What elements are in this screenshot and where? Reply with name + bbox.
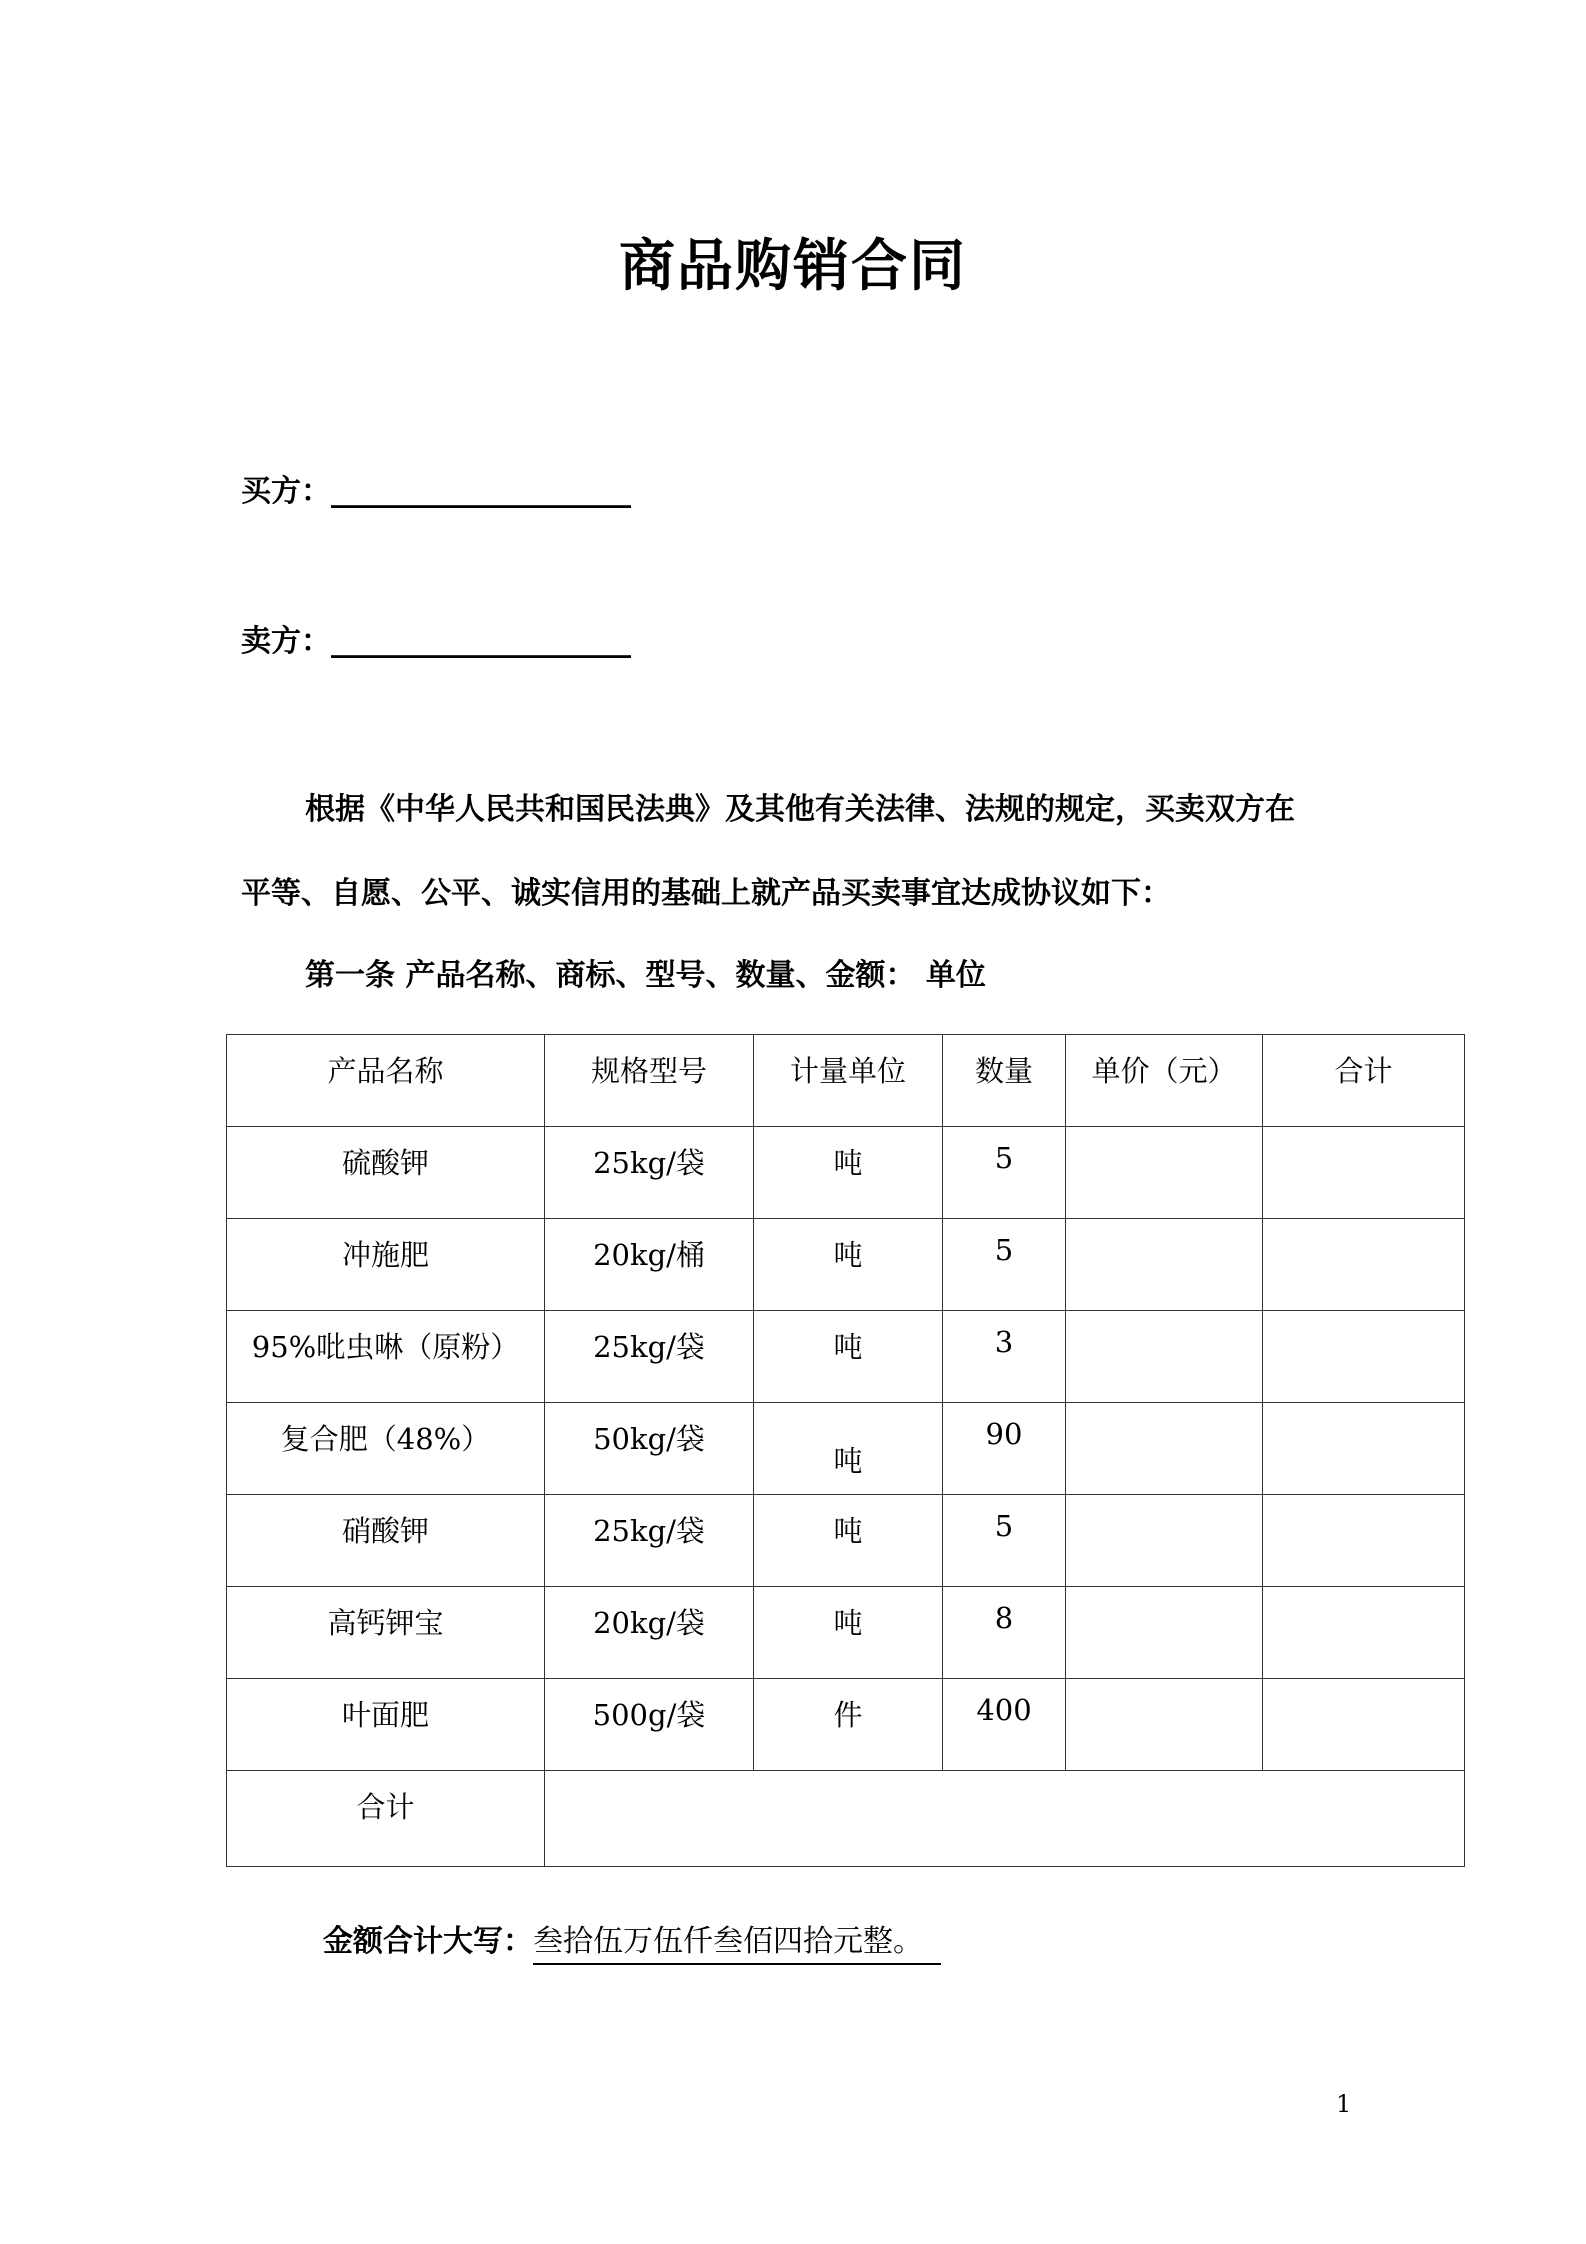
cell-unit-price[interactable] bbox=[1066, 1219, 1263, 1311]
table-row bbox=[227, 1679, 1465, 1771]
header-product-name: 产品名称 bbox=[227, 1035, 545, 1127]
cell-unit-price[interactable] bbox=[1066, 1311, 1263, 1403]
cell-unit: 吨 bbox=[754, 1495, 943, 1587]
table-row bbox=[227, 1587, 1465, 1679]
cell-spec: 25kg/袋 bbox=[545, 1495, 754, 1587]
buyer-line bbox=[241, 466, 631, 510]
header-quantity: 数量 bbox=[943, 1035, 1066, 1127]
cell-product-name: 复合肥（48%） bbox=[227, 1403, 545, 1495]
cell-quantity: 5 bbox=[943, 1495, 1066, 1587]
cell-unit-price[interactable] bbox=[1066, 1679, 1263, 1771]
table-row bbox=[227, 1127, 1465, 1219]
cell-spec: 50kg/袋 bbox=[545, 1403, 754, 1495]
amount-in-words bbox=[323, 1916, 941, 1960]
seller-label: 卖方： bbox=[241, 624, 331, 659]
buyer-label: 买方： bbox=[241, 474, 331, 509]
cell-unit: 件 bbox=[754, 1679, 943, 1771]
cell-unit: 吨 bbox=[754, 1219, 943, 1311]
cell-product-name: 硫酸钾 bbox=[227, 1127, 545, 1219]
total-value-cell[interactable] bbox=[545, 1771, 1465, 1867]
cell-total[interactable] bbox=[1263, 1403, 1465, 1495]
cell-unit: 吨 bbox=[754, 1127, 943, 1219]
header-total: 合计 bbox=[1263, 1035, 1465, 1127]
cell-unit-price[interactable] bbox=[1066, 1403, 1263, 1495]
cell-quantity: 8 bbox=[943, 1587, 1066, 1679]
cell-total[interactable] bbox=[1263, 1679, 1465, 1771]
seller-line bbox=[241, 616, 631, 660]
table-row bbox=[227, 1219, 1465, 1311]
amount-value: 叁拾伍万伍仟叁佰四拾元整。 bbox=[533, 1924, 941, 1965]
header-unit-price: 单价（元） bbox=[1066, 1035, 1263, 1127]
header-spec: 规格型号 bbox=[545, 1035, 754, 1127]
cell-unit: 吨 bbox=[754, 1311, 943, 1403]
table-row bbox=[227, 1403, 1465, 1495]
cell-spec: 25kg/袋 bbox=[545, 1311, 754, 1403]
table-row bbox=[227, 1311, 1465, 1403]
cell-quantity: 5 bbox=[943, 1127, 1066, 1219]
cell-spec: 500g/袋 bbox=[545, 1679, 754, 1771]
cell-product-name: 冲施肥 bbox=[227, 1219, 545, 1311]
cell-unit-price[interactable] bbox=[1066, 1495, 1263, 1587]
total-label: 合计 bbox=[227, 1771, 545, 1867]
cell-spec: 20kg/桶 bbox=[545, 1219, 754, 1311]
cell-total[interactable] bbox=[1263, 1495, 1465, 1587]
cell-spec: 20kg/袋 bbox=[545, 1587, 754, 1679]
intro-line-1: 根据《中华人民共和国民法典》及其他有关法律、法规的规定，买卖双方在 bbox=[305, 792, 1295, 827]
cell-quantity: 90 bbox=[943, 1403, 1066, 1495]
article-1-heading: 第一条 产品名称、商标、型号、数量、金额： 单位 bbox=[305, 958, 986, 993]
cell-total[interactable] bbox=[1263, 1219, 1465, 1311]
seller-blank[interactable]: ____________________ bbox=[331, 624, 631, 659]
table-row bbox=[227, 1495, 1465, 1587]
cell-unit: 吨 bbox=[754, 1403, 943, 1495]
amount-label: 金额合计大写： bbox=[323, 1924, 533, 1959]
cell-total[interactable] bbox=[1263, 1587, 1465, 1679]
page-title: 商品购销合同 bbox=[619, 234, 967, 299]
intro-line-2: 平等、自愿、公平、诚实信用的基础上就产品买卖事宜达成协议如下： bbox=[241, 876, 1171, 911]
table-total-row bbox=[227, 1771, 1465, 1867]
cell-product-name: 叶面肥 bbox=[227, 1679, 545, 1771]
cell-product-name: 95%吡虫啉（原粉） bbox=[227, 1311, 545, 1403]
cell-quantity: 3 bbox=[943, 1311, 1066, 1403]
cell-unit: 吨 bbox=[754, 1587, 943, 1679]
buyer-blank[interactable]: ____________________ bbox=[331, 474, 631, 509]
cell-total[interactable] bbox=[1263, 1127, 1465, 1219]
table-header-row bbox=[227, 1035, 1465, 1127]
cell-unit-price[interactable] bbox=[1066, 1587, 1263, 1679]
product-table bbox=[226, 1034, 1465, 1867]
cell-spec: 25kg/袋 bbox=[545, 1127, 754, 1219]
page-number: 1 bbox=[1336, 2090, 1352, 2118]
cell-quantity: 400 bbox=[943, 1679, 1066, 1771]
cell-total[interactable] bbox=[1263, 1311, 1465, 1403]
header-unit: 计量单位 bbox=[754, 1035, 943, 1127]
cell-product-name: 硝酸钾 bbox=[227, 1495, 545, 1587]
cell-unit-price[interactable] bbox=[1066, 1127, 1263, 1219]
cell-product-name: 高钙钾宝 bbox=[227, 1587, 545, 1679]
cell-quantity: 5 bbox=[943, 1219, 1066, 1311]
